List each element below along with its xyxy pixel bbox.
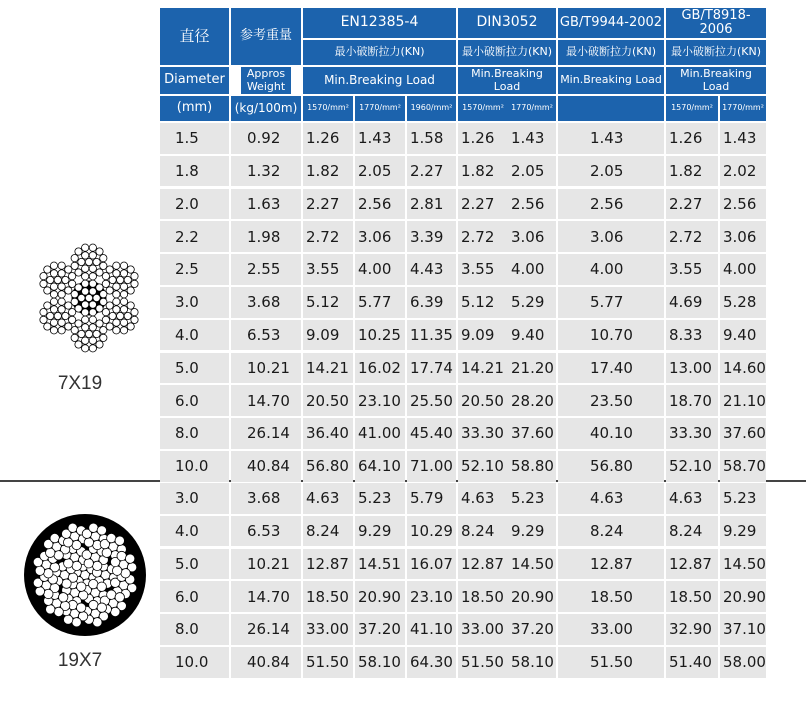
table-cell: 0.92 bbox=[231, 123, 301, 154]
table-cell: 10.0 bbox=[160, 451, 229, 482]
table-cell: 58.80 bbox=[508, 451, 556, 482]
header-grade-din-1: 1570/mm² bbox=[458, 96, 508, 121]
table-cell: 33.00 bbox=[558, 614, 664, 645]
header-grade-en-2: 1770/mm² bbox=[355, 96, 405, 121]
header-din3052: DIN3052 bbox=[458, 8, 556, 38]
table-cell: 51.50 bbox=[303, 647, 353, 678]
table-cell: 1.63 bbox=[231, 189, 301, 220]
table-cell: 5.79 bbox=[407, 483, 456, 514]
table-cell: 8.24 bbox=[458, 516, 508, 547]
table-cell: 36.40 bbox=[303, 418, 353, 449]
rope-type-panel bbox=[0, 0, 160, 702]
header-diameter-cn: 直径 bbox=[160, 8, 229, 65]
19x7-rope-cross-section-icon bbox=[22, 512, 148, 638]
table-cell: 37.60 bbox=[720, 418, 766, 449]
table-cell: 3.55 bbox=[458, 254, 508, 285]
table-cell: 10.25 bbox=[355, 320, 405, 351]
table-cell: 2.27 bbox=[407, 156, 456, 187]
table-cell: 2.05 bbox=[508, 156, 556, 187]
table-cell: 23.10 bbox=[355, 385, 405, 416]
table-cell: 51.40 bbox=[666, 647, 718, 678]
table-cell: 26.14 bbox=[231, 418, 301, 449]
table-cell: 8.24 bbox=[303, 516, 353, 547]
table-cell: 3.06 bbox=[720, 221, 766, 252]
table-cell: 37.60 bbox=[508, 418, 556, 449]
table-cell: 64.30 bbox=[407, 647, 456, 678]
table-cell: 4.63 bbox=[666, 483, 718, 514]
table-cell: 17.74 bbox=[407, 353, 456, 384]
table-cell: 1.26 bbox=[303, 123, 353, 154]
table-cell: 6.0 bbox=[160, 385, 229, 416]
table-cell: 4.00 bbox=[720, 254, 766, 285]
header-gbt8918-min-break-cn: 最小破断拉力(KN) bbox=[666, 40, 766, 65]
header-gbt8918: GB/T8918-2006 bbox=[666, 8, 766, 38]
header-en-min-break-en: Min.Breaking Load bbox=[303, 67, 456, 94]
table-cell: 8.24 bbox=[666, 516, 718, 547]
table-cell: 18.50 bbox=[458, 581, 508, 612]
table-cell: 14.70 bbox=[231, 385, 301, 416]
table-cell: 1.26 bbox=[458, 123, 508, 154]
table-cell: 13.00 bbox=[666, 353, 718, 384]
table-cell: 12.87 bbox=[303, 549, 353, 580]
table-cell: 2.05 bbox=[355, 156, 405, 187]
table-cell: 20.50 bbox=[458, 385, 508, 416]
table-cell: 20.90 bbox=[720, 581, 766, 612]
table-cell: 5.77 bbox=[355, 287, 405, 318]
header-gbt8918-min-break-en: Min.Breaking Load bbox=[666, 67, 766, 94]
table-cell: 10.29 bbox=[407, 516, 456, 547]
table-cell: 3.0 bbox=[160, 287, 229, 318]
table-cell: 1.43 bbox=[508, 123, 556, 154]
table-cell: 1.82 bbox=[458, 156, 508, 187]
table-cell: 45.40 bbox=[407, 418, 456, 449]
table-cell: 4.0 bbox=[160, 320, 229, 351]
table-cell: 5.0 bbox=[160, 549, 229, 580]
table-cell: 3.06 bbox=[508, 221, 556, 252]
header-grade-en-3: 1960/mm² bbox=[407, 96, 456, 121]
table-cell: 3.55 bbox=[666, 254, 718, 285]
table-cell: 1.58 bbox=[407, 123, 456, 154]
table-cell: 33.00 bbox=[303, 614, 353, 645]
table-cell: 58.10 bbox=[508, 647, 556, 678]
table-cell: 5.23 bbox=[508, 483, 556, 514]
table-cell: 40.84 bbox=[231, 647, 301, 678]
table-cell: 1.26 bbox=[666, 123, 718, 154]
table-cell: 23.50 bbox=[558, 385, 664, 416]
table-cell: 8.0 bbox=[160, 418, 229, 449]
table-cell: 2.2 bbox=[160, 221, 229, 252]
table-cell: 2.27 bbox=[666, 189, 718, 220]
table-cell: 58.00 bbox=[720, 647, 766, 678]
rope-type-label-19x7: 19X7 bbox=[57, 650, 103, 671]
table-cell: 9.29 bbox=[508, 516, 556, 547]
table-cell: 37.10 bbox=[720, 614, 766, 645]
table-cell: 3.0 bbox=[160, 483, 229, 514]
header-grade-gbt9944-blank bbox=[558, 96, 664, 121]
table-cell: 51.50 bbox=[558, 647, 664, 678]
table-cell: 3.68 bbox=[231, 483, 301, 514]
table-cell: 16.02 bbox=[355, 353, 405, 384]
header-en12385: EN12385-4 bbox=[303, 8, 456, 38]
header-gbt9944-min-break-en: Min.Breaking Load bbox=[558, 67, 664, 94]
table-cell: 5.23 bbox=[355, 483, 405, 514]
wire-rope-spec-table bbox=[160, 0, 766, 680]
table-cell: 33.00 bbox=[458, 614, 508, 645]
table-cell: 2.72 bbox=[458, 221, 508, 252]
table-cell: 9.09 bbox=[303, 320, 353, 351]
table-cell: 10.21 bbox=[231, 549, 301, 580]
header-gbt9944-min-break-cn: 最小破断拉力(KN) bbox=[558, 40, 664, 65]
table-cell: 5.0 bbox=[160, 353, 229, 384]
table-cell: 2.0 bbox=[160, 189, 229, 220]
table-cell: 14.50 bbox=[508, 549, 556, 580]
table-cell: 2.56 bbox=[720, 189, 766, 220]
table-cell: 12.87 bbox=[458, 549, 508, 580]
table-cell: 3.39 bbox=[407, 221, 456, 252]
table-cell: 58.70 bbox=[720, 451, 766, 482]
table-cell: 32.90 bbox=[666, 614, 718, 645]
table-cell: 4.63 bbox=[303, 483, 353, 514]
table-cell: 33.30 bbox=[666, 418, 718, 449]
table-cell: 56.80 bbox=[303, 451, 353, 482]
table-cell: 1.43 bbox=[720, 123, 766, 154]
table-cell: 14.21 bbox=[303, 353, 353, 384]
table-cell: 5.77 bbox=[558, 287, 664, 318]
table-cell: 10.70 bbox=[558, 320, 664, 351]
table-cell: 3.06 bbox=[355, 221, 405, 252]
header-weight-cn: 参考重量 bbox=[231, 8, 301, 65]
table-cell: 1.32 bbox=[231, 156, 301, 187]
table-cell: 14.21 bbox=[458, 353, 508, 384]
table-cell: 2.02 bbox=[720, 156, 766, 187]
header-unit-weight: (kg/100m) bbox=[231, 96, 301, 121]
table-cell: 5.28 bbox=[720, 287, 766, 318]
table-cell: 5.29 bbox=[508, 287, 556, 318]
table-cell: 6.39 bbox=[407, 287, 456, 318]
table-cell: 3.55 bbox=[303, 254, 353, 285]
table-cell: 14.51 bbox=[355, 549, 405, 580]
table-cell: 51.50 bbox=[458, 647, 508, 678]
table-cell: 9.40 bbox=[720, 320, 766, 351]
table-cell: 4.63 bbox=[458, 483, 508, 514]
table-cell: 37.20 bbox=[508, 614, 556, 645]
table-cell: 1.8 bbox=[160, 156, 229, 187]
header-din-min-break-en: Min.Breaking Load bbox=[458, 67, 556, 94]
table-cell: 9.29 bbox=[355, 516, 405, 547]
table-cell: 1.82 bbox=[666, 156, 718, 187]
table-cell: 2.72 bbox=[303, 221, 353, 252]
table-cell: 2.27 bbox=[458, 189, 508, 220]
header-din-min-break-cn: 最小破断拉力(KN) bbox=[458, 40, 556, 65]
table-cell: 2.5 bbox=[160, 254, 229, 285]
header-en-min-break-cn: 最小破断拉力(KN) bbox=[303, 40, 456, 65]
table-cell: 5.23 bbox=[720, 483, 766, 514]
table-cell: 17.40 bbox=[558, 353, 664, 384]
header-grade-gbt8918-1: 1570/mm² bbox=[666, 96, 718, 121]
rope-type-label-7x19: 7X19 bbox=[57, 373, 103, 394]
table-cell: 33.30 bbox=[458, 418, 508, 449]
table-cell: 12.87 bbox=[558, 549, 664, 580]
header-unit-mm: (mm) bbox=[160, 96, 229, 121]
table-cell: 1.43 bbox=[558, 123, 664, 154]
table-cell: 2.81 bbox=[407, 189, 456, 220]
table-cell: 5.12 bbox=[458, 287, 508, 318]
table-cell: 4.00 bbox=[355, 254, 405, 285]
table-cell: 1.43 bbox=[355, 123, 405, 154]
table-cell: 18.70 bbox=[666, 385, 718, 416]
table-cell: 1.98 bbox=[231, 221, 301, 252]
table-cell: 20.50 bbox=[303, 385, 353, 416]
table-cell: 10.0 bbox=[160, 647, 229, 678]
header-grade-en-1: 1570/mm² bbox=[303, 96, 353, 121]
table-cell: 3.68 bbox=[231, 287, 301, 318]
table-cell: 4.69 bbox=[666, 287, 718, 318]
table-cell: 2.72 bbox=[666, 221, 718, 252]
table-cell: 4.00 bbox=[508, 254, 556, 285]
table-cell: 52.10 bbox=[458, 451, 508, 482]
table-cell: 2.27 bbox=[303, 189, 353, 220]
table-cell: 4.00 bbox=[558, 254, 664, 285]
header-diameter-en: Diameter bbox=[160, 67, 229, 94]
table-cell: 5.12 bbox=[303, 287, 353, 318]
header-weight-en: Appros Weight bbox=[241, 67, 291, 94]
table-cell: 58.10 bbox=[355, 647, 405, 678]
table-cell: 40.84 bbox=[231, 451, 301, 482]
table-cell: 26.14 bbox=[231, 614, 301, 645]
header-gbt9944: GB/T9944-2002 bbox=[558, 8, 664, 38]
table-cell: 1.5 bbox=[160, 123, 229, 154]
table-cell: 18.50 bbox=[303, 581, 353, 612]
table-cell: 23.10 bbox=[407, 581, 456, 612]
table-cell: 1.82 bbox=[303, 156, 353, 187]
table-cell: 21.20 bbox=[508, 353, 556, 384]
table-cell: 6.53 bbox=[231, 320, 301, 351]
table-cell: 3.06 bbox=[558, 221, 664, 252]
table-cell: 14.60 bbox=[720, 353, 766, 384]
table-cell: 6.0 bbox=[160, 581, 229, 612]
table-cell: 28.20 bbox=[508, 385, 556, 416]
table-cell: 4.0 bbox=[160, 516, 229, 547]
table-cell: 8.0 bbox=[160, 614, 229, 645]
table-cell: 40.10 bbox=[558, 418, 664, 449]
table-cell: 11.35 bbox=[407, 320, 456, 351]
table-cell: 14.50 bbox=[720, 549, 766, 580]
table-cell: 16.07 bbox=[407, 549, 456, 580]
table-cell: 25.50 bbox=[407, 385, 456, 416]
table-cell: 12.87 bbox=[666, 549, 718, 580]
table-cell: 41.00 bbox=[355, 418, 405, 449]
table-cell: 56.80 bbox=[558, 451, 664, 482]
table-cell: 2.56 bbox=[558, 189, 664, 220]
table-cell: 71.00 bbox=[407, 451, 456, 482]
table-cell: 52.10 bbox=[666, 451, 718, 482]
table-cell: 9.29 bbox=[720, 516, 766, 547]
table-cell: 2.55 bbox=[231, 254, 301, 285]
table-cell: 9.40 bbox=[508, 320, 556, 351]
header-grade-gbt8918-2: 1770/mm² bbox=[720, 96, 766, 121]
table-cell: 4.43 bbox=[407, 254, 456, 285]
table-cell: 14.70 bbox=[231, 581, 301, 612]
table-cell: 2.05 bbox=[558, 156, 664, 187]
header-grade-din-2: 1770/mm² bbox=[508, 96, 556, 121]
table-cell: 9.09 bbox=[458, 320, 508, 351]
table-cell: 18.50 bbox=[666, 581, 718, 612]
table-cell: 2.56 bbox=[508, 189, 556, 220]
table-cell: 18.50 bbox=[558, 581, 664, 612]
table-cell: 10.21 bbox=[231, 353, 301, 384]
table-cell: 20.90 bbox=[508, 581, 556, 612]
table-cell: 8.24 bbox=[558, 516, 664, 547]
table-cell: 37.20 bbox=[355, 614, 405, 645]
table-cell: 41.10 bbox=[407, 614, 456, 645]
table-cell: 8.33 bbox=[666, 320, 718, 351]
table-cell: 2.56 bbox=[355, 189, 405, 220]
table-cell: 20.90 bbox=[355, 581, 405, 612]
table-cell: 21.10 bbox=[720, 385, 766, 416]
table-cell: 4.63 bbox=[558, 483, 664, 514]
table-cell: 6.53 bbox=[231, 516, 301, 547]
7x19-rope-cross-section-icon bbox=[31, 238, 147, 358]
table-cell: 64.10 bbox=[355, 451, 405, 482]
